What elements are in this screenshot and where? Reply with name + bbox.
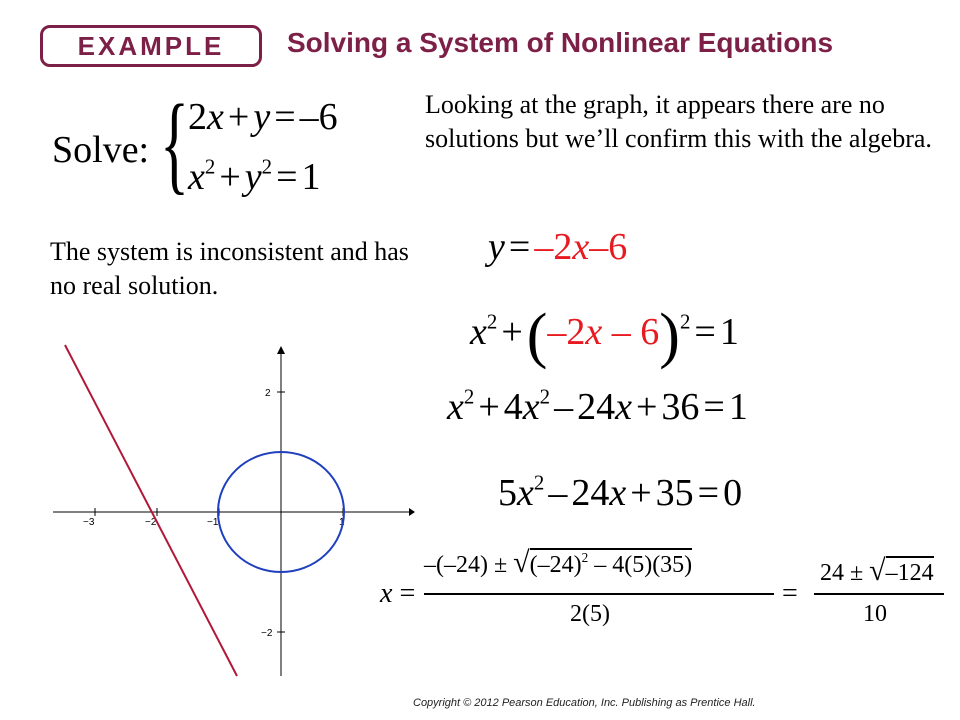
step-substituted-equation: $x^2 +(-2x - 6)^2 = 1$ — [470, 302, 739, 370]
system-brace: { — [160, 82, 190, 204]
quadratic-formula: x = $-(-24) \pm √(-24)^2 - 4(5)(35)$ 2(5) = 24 ± √–124 10 — [380, 540, 950, 640]
x-tick-label: −1 — [207, 517, 219, 528]
graph — [45, 340, 415, 680]
line-y-eq-neg2x-minus6 — [65, 345, 237, 676]
x-tick-label: −2 — [145, 517, 157, 528]
x-tick-label: −3 — [83, 517, 95, 528]
equation-1: 2x + y = –6 — [188, 96, 338, 138]
slide-title: Solving a System of Nonlinear Equations — [287, 27, 834, 58]
x-axis-arrow — [409, 508, 415, 516]
solve-label: Solve: — [52, 129, 150, 171]
equation-2: $x^2 + y^2 = 1$ — [188, 154, 321, 198]
step-expanded: $x^2 + 4x^2 - 24x + 36 = 1$ — [447, 384, 748, 428]
x-tick-label: 1 — [339, 517, 345, 528]
example-badge: EXAMPLE — [40, 25, 262, 67]
y-tick-label: −2 — [261, 628, 273, 639]
y-tick-label: 2 — [265, 388, 271, 399]
conclusion-text: The system is inconsistent and has no real solution. — [50, 237, 409, 300]
copyright-footer: Copyright © 2012 Pearson Education, Inc. Publishing as Prentice Hall. — [413, 697, 756, 709]
step-substitution: y = –2x–6 — [488, 226, 628, 268]
y-axis-arrow — [277, 346, 285, 354]
looking-text: Looking at the graph, it appears there are no solutions but we’ll confirm this with the algebra. — [425, 90, 932, 153]
step-quadratic: $5x^2 - 24x + 35 = 0$ — [498, 470, 743, 514]
